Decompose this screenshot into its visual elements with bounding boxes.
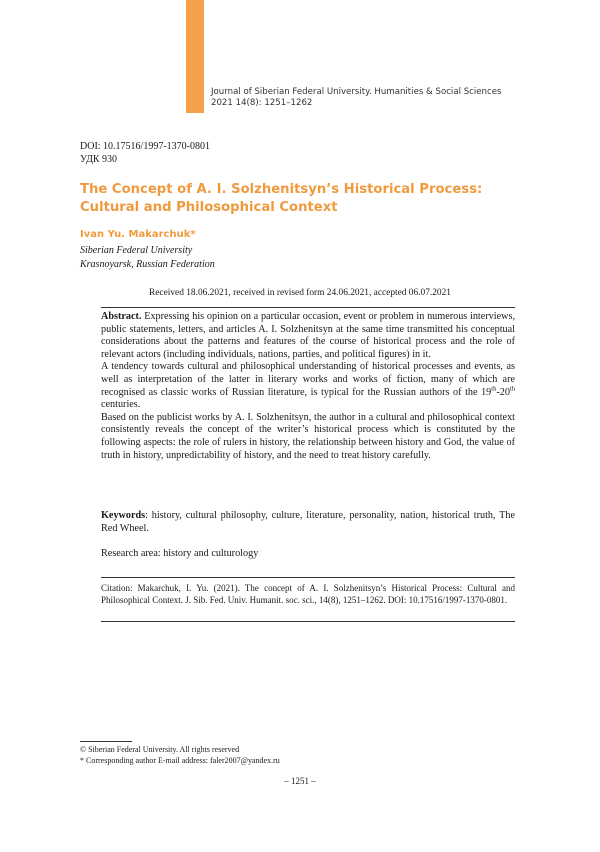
keywords-label: Keywords (101, 510, 146, 521)
divider-citation-bottom (101, 621, 515, 622)
udk: УДК 930 (80, 154, 118, 165)
copyright: © Siberian Federal University. All rights reserved (80, 745, 240, 754)
abstract (101, 311, 515, 462)
author-name: Ivan Yu. Makarchuk* (80, 229, 196, 240)
identifiers (80, 140, 210, 166)
article-title (80, 181, 510, 217)
keywords: Keywords: history, cultural philosophy, culture, literature, personality, nation, historical truth, The Red Wheel. (101, 510, 515, 534)
accent-bar (186, 0, 204, 113)
title-line-2: Cultural and Philosophical Context (80, 200, 338, 215)
divider-top (101, 307, 515, 308)
journal-name: Journal of Siberian Federal University. Humanities & Social Sciences (211, 87, 502, 97)
received-dates: Received 18.06.2021, received in revised form 24.06.2021, accepted 06.07.2021 (149, 288, 451, 298)
abstract-label: Abstract. (101, 311, 142, 322)
abstract-p3: Based on the publicist works by A. I. Solzhenitsyn, the author in a cultural and philosophical context consistently reveals the concept of the writer’s historical process which is constituted by the following aspects: the role of rulers in history, the relationship between history and God, the value of truth in history, unpredictability of history, and the need to treat history carefully. (101, 411, 515, 461)
citation: Citation: Makarchuk, I. Yu. (2021). The concept of A. I. Solzhenitsyn’s Historical Process: Cultural and Philosophical Context. J. Sib. Fed. Univ. Humanit. soc. sci., 14(8), 1251–1262. DOI: 10.17516/1997-1370-0801. (101, 583, 515, 605)
journal-issue: 2021 14(8): 1251–1262 (211, 98, 313, 108)
abstract-p1: Abstract. Expressing his opinion on a particular occasion, event or problem in numerous interviews, public statements, letters, and articles A. I. Solzhenitsyn at the same time transmitted his conceptual considerations about the patterns and features of the course of historical process and the role of relevant actors (including individuals, nations, parties, and political figures) in it. (101, 311, 515, 360)
affiliation (80, 244, 215, 272)
title-line-1: The Concept of A. I. Solzhenitsyn’s Historical Process: (80, 182, 483, 197)
research-area: Research area: history and culturology (101, 548, 259, 559)
abstract-p2: A tendency towards cultural and philosophical understanding of historical processes and events, as well as interpretation of the latter in literary works and works of fiction, many of which are recognised as classic works of Russian literature, is typical for the Russian authors of the 19th-20th centuries. (101, 361, 515, 411)
location: Krasnoyarsk, Russian Federation (80, 259, 215, 270)
footnote-rule (80, 741, 132, 742)
corresponding-author: * Corresponding author E-mail address: faler2007@yandex.ru (80, 756, 280, 765)
page-number: – 1251 – (284, 776, 316, 786)
divider-citation-top (101, 577, 515, 578)
institution: Siberian Federal University (80, 245, 193, 256)
journal-header (211, 87, 502, 109)
doi: DOI: 10.17516/1997-1370-0801 (80, 141, 210, 152)
